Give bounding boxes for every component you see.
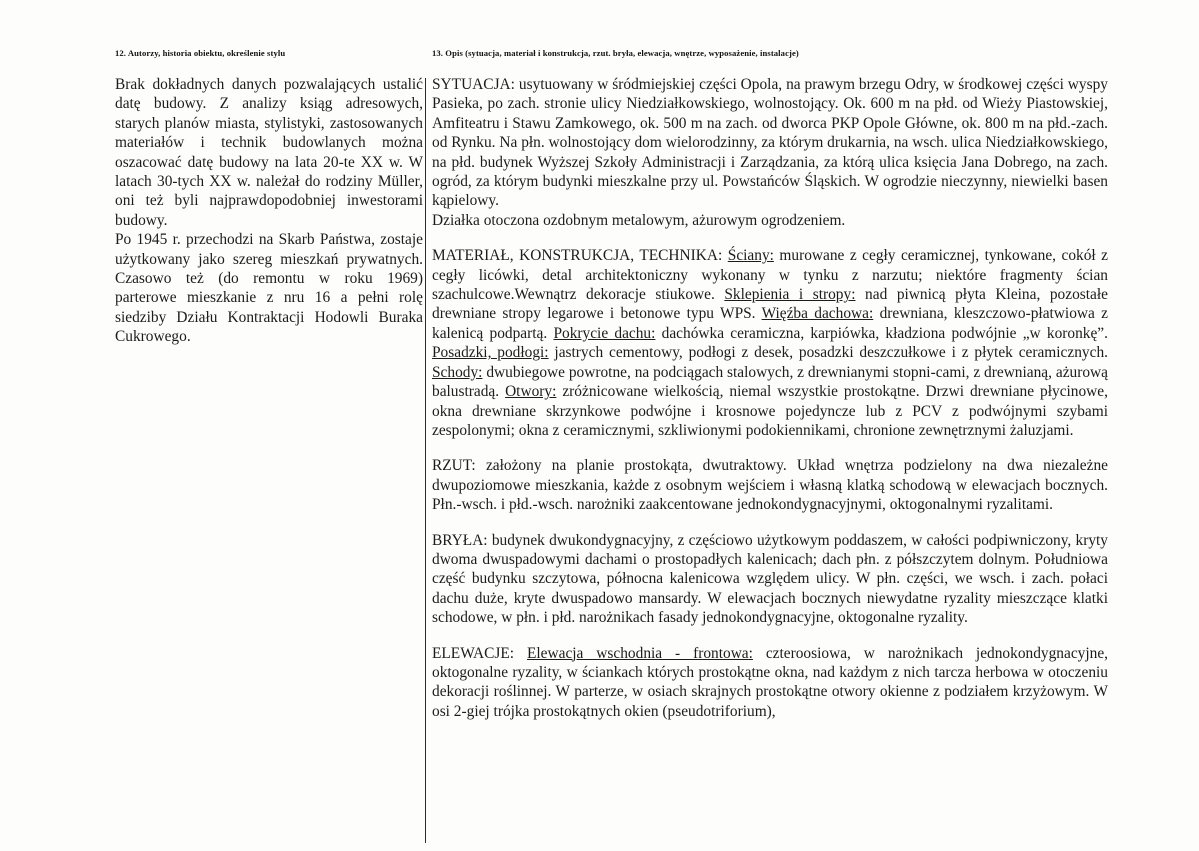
- column-divider: [425, 78, 426, 843]
- left-column-heading: 12. Autorzy, historia obiektu, określenie stylu: [115, 48, 286, 58]
- material-truss-label: Więźba dachowa:: [761, 305, 874, 323]
- material-stairs-text: dwubiegowe powrotne, na podciągach stalowych, z drewnianymi stopni-cami, z drewnianą, ażurową balustradą.: [432, 363, 1108, 401]
- elewacje-label: ELEWACJE:: [432, 644, 515, 662]
- material-vaults-text: nad piwnicą płyta Kleina, pozostałe drewniane stropy legarowe i betonowe typu WPS.: [432, 286, 1108, 323]
- material-stairs-label: Schody:: [432, 363, 483, 381]
- material-openings-text: zróżnicowane wielkością, niemal wszystkie prostokątne. Drzwi drewniane płycinowe, okna drewniane skrzynkowe podwójne i krosnowe pojedyncze lub z PCV z podwójnymi szybami zespolonymi; okna z ceramicznymi, szkliwionymi podokiennikami, chronione zewnętrznymi żaluzjami.: [432, 383, 1108, 439]
- history-text: [115, 75, 423, 347]
- history-paragraph-2: Po 1945 r. przechodzi na Skarb Państwa, zostaje użytkowany jako szereg mieszkań prywatnych. Czasowo też (do remontu w roku 1969) parterowe mieszkanie z nru 16 a pełni rolę siedziby Działu Kontraktacji Hodowli Buraka Cukrowego.: [115, 231, 423, 346]
- bryla-text: budynek dwukondygnacyjny, z częściowo użytkowym poddaszem, w całości podpiwniczony, kryty dwoma dwuspadowymi dachami o prostopadłych kalenicach; dach płn. z półszczytem dolnym. Południowa część budynku szczytowa, północna kalenicowa względem ulicy. W płn. części, we wsch. i zach. połaci dachu duże, kryte dwuspadowo mansardy. W elewacjach bocznych niewydatne ryzality mieszczące klatki schodowe, w płn. i płd. narożnikach fasady jednokondygnacyjne, oktogonalne ryzality.: [432, 531, 1108, 627]
- history-paragraph-1: Brak dokładnych danych pozwalających ustalić datę budowy. Z analizy ksiąg adresowych, starych planów miasta, stylistyki, zastosowanych materiałów i technik budowlanych można oszacować datę budowy na lata 20-te XX w. W latach 30-tych XX w. należał do rodziny Müller, oni też byli najprawdopodobniej inwestorami budowy.: [115, 76, 423, 229]
- sytuacja-label: SYTUACJA:: [432, 76, 515, 93]
- rzut-label: RZUT:: [432, 457, 476, 475]
- elewacje-text: czteroosiowa, w narożnikach jednokondygnacyjne, oktogonalne ryzality, w ściankach których prostokątne okna, nad każdym z nich tarcza herbowa w otoczeniu dekoracji roślinnej. W parterze, w osiach skrajnych prostokątne otwory okienne z podziałem krzyżowym. W osi 2-giej trójka prostokątnych okien (pseudotriforium),: [432, 644, 1109, 720]
- section-sytuacja: [432, 75, 1108, 230]
- material-floors-label: Posadzki, podłogi:: [432, 344, 549, 362]
- right-column: [432, 48, 1108, 721]
- material-roof-text: dachówka ceramiczna, karpiówka, kładziona podwójnie „w koronkę”.: [661, 324, 1108, 342]
- material-label: MATERIAŁ, KONSTRUKCJA, TECHNIKA:: [432, 247, 723, 265]
- right-column-heading: 13. Opis (sytuacja, materiał i konstrukcja, rzut. bryła, elewacja, wnętrze, wyposażenie, instalacje): [432, 48, 799, 58]
- material-truss-text: drewniana, kleszczowo-płatwiowa z kalenicą podpartą.: [432, 305, 1108, 342]
- material-vaults-label: Sklepienia i stropy:: [724, 286, 856, 304]
- material-walls-label: Ściany:: [727, 247, 774, 265]
- elewacje-front-label: Elewacja wschodnia - frontowa:: [527, 644, 753, 662]
- left-column: [115, 48, 423, 347]
- material-floors-text: jastrych cementowy, podłogi z desek, posadzki deszczułkowe i z płytek ceramicznych.: [554, 344, 1108, 362]
- bryla-label: BRYŁA:: [432, 531, 488, 549]
- section-material: [432, 246, 1108, 440]
- section-elewacje: [432, 644, 1108, 722]
- section-rzut: [432, 456, 1108, 514]
- material-openings-label: Otwory:: [505, 383, 557, 401]
- material-roof-label: Pokrycie dachu:: [553, 324, 656, 342]
- material-walls-text: murowane z cegły ceramicznej, tynkowane, cokół z cegły licówki, detal architektoniczny wykonany w tynku z narzutu; niektóre fragmenty ścian szachulcowe.Wewnątrz dekoracje stiukowe.: [432, 247, 1108, 304]
- sytuacja-text: usytuowany w śródmiejskiej części Opola, na prawym brzegu Odry, w środkowej części wyspy Pasieka, po zach. stronie ulicy Niedziałkowskiego, wolnostojący. Ok. 600 m na płd. od Wieży Piastowskiej, Amfiteatru i Stawu Zamkowego, ok. 500 m na zach. od dworca PKP Opole Główne, ok. 800 m na płd.-zach. od Rynku. Na płn. wolnostojący dom wielorodzinny, za którym drukarnia, na wsch. ulica Niedziałkowskiego, na płd. budynek Wyższej Szkoły Administracji i Zarządzania, za którą ulica księcia Jana Dobrego, na zach. ogród, za którym budynki mieszkalne przy ul. Powstańców Śląskich. W ogrodzie nieczynny, niewielki basen kąpielowy.: [432, 76, 1108, 210]
- section-bryla: [432, 531, 1108, 628]
- rzut-text: założony na planie prostokąta, dwutraktowy. Układ wnętrza podzielony na dwa niezależne dwupoziomowe mieszkania, każde z osobnym wejściem i własną klatką schodową w elewacjach bocznych. Płn.-wsch. i płd.-wsch. narożniki zaakcentowane jednokondygnacyjnymi, oktogonalnymi ryzalitami.: [432, 457, 1108, 514]
- sytuacja-text-2: Działka otoczona ozdobnym metalowym, ażurowym ogrodzeniem.: [432, 211, 846, 229]
